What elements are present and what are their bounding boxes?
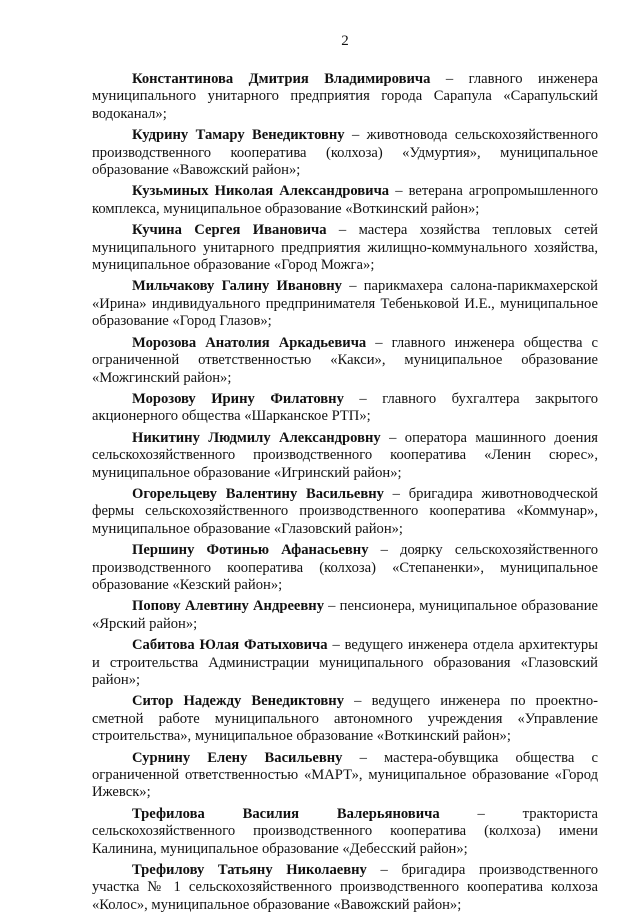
person-name: Сурнину Елену Васильевну <box>132 749 343 766</box>
person-description: – животновода сельскохозяйственного производственного кооператива (колхоза) «Удмуртия», муниципальное образование «Вавожский район»; <box>92 127 598 179</box>
award-entry <box>92 183 598 218</box>
person-description: – тракториста сельскохозяйственного производственного кооператива (колхоза) имени Калинина, муниципальное образование «Дебесский район»; <box>92 805 598 857</box>
award-entry <box>92 335 598 387</box>
award-entry <box>92 127 598 179</box>
person-name: Морозова Анатолия Аркадьевича <box>132 334 367 351</box>
award-entry <box>92 391 598 426</box>
award-entry <box>92 806 598 858</box>
award-entry <box>92 862 598 914</box>
person-description: – пенсионера, муниципальное образование «Ярский район»; <box>92 598 598 632</box>
person-name: Трефилову Татьяну Николаевну <box>132 862 367 879</box>
person-name: Кудрину Тамару Венедиктовну <box>132 127 345 144</box>
person-name: Сабитова Юлая Фатыховича <box>132 637 328 654</box>
person-name: Константинова Дмитрия Владимировича <box>132 71 431 87</box>
person-name: Морозову Ирину Филатовну <box>132 390 344 407</box>
page-number: 2 <box>341 33 349 49</box>
person-name: Трефилова Василия Валерьяновича <box>132 805 440 822</box>
person-description: – доярку сельскохозяйственного производственного кооператива (колхоза) «Степаненки», муниципальное образование «Кезский район»; <box>92 542 598 593</box>
award-entry <box>92 598 598 633</box>
award-entry <box>92 637 598 689</box>
person-description: – ведущего инженера по проектно-сметной работе муниципального автономного учреждения «Управление строительства», муниципальное образование «Воткинский район»; <box>92 693 598 745</box>
person-description: – оператора машинного доения сельскохозяйственного производственного кооператива «Ленин сюрес», муниципальное образование «Игринский район»; <box>92 429 598 481</box>
person-name: Ситор Надежду Венедиктовну <box>132 693 345 710</box>
person-description: – парикмахера салона-парикмахерской «Ирина» индивидуального предпринимателя Тебеньковой И.Е., муниципальное образование «Город Глазов»; <box>92 278 598 330</box>
person-description: – мастера хозяйства тепловых сетей муниципального унитарного предприятия жилищно-коммунального хозяйства, муниципальное образование «Город Можга»; <box>92 222 598 274</box>
person-name: Мильчакову Галину Ивановну <box>132 278 342 295</box>
person-name: Кучина Сергея Ивановича <box>132 222 327 239</box>
award-entry <box>92 278 598 330</box>
person-name: Никитину Людмилу Александровну <box>132 429 381 446</box>
award-entry <box>92 430 598 482</box>
award-entry <box>92 222 598 274</box>
award-entry <box>92 486 598 538</box>
person-description: – бригадира животноводческой фермы сельскохозяйственного производственного кооператива «Коммунар», муниципальное образование «Глазовский район»; <box>92 485 598 537</box>
person-description: – мастера-обувщика общества с ограниченной ответственностью «МАРТ», муниципальное образование «Город Ижевск»; <box>92 749 598 801</box>
person-description: – главного инженера общества с ограниченной ответственностью «Какси», муниципальное образование «Можгинский район»; <box>92 334 598 386</box>
person-description: – ведущего инженера отдела архитектуры и строительства Администрации муниципального образования «Глазовский район»; <box>92 637 598 688</box>
award-entry <box>92 71 598 123</box>
person-name: Попову Алевтину Андреевну <box>132 598 324 615</box>
person-description: – бригадира производственного участка № 1 сельскохозяйственного производственного кооператива колхоза «Колос», муниципальное образование «Вавожский район»; <box>92 862 598 913</box>
award-entry <box>92 750 598 802</box>
person-description: – главного инженера муниципального унитарного предприятия города Сарапула «Сарапульский водоканал»; <box>92 71 598 122</box>
person-name: Кузьминых Николая Александровича <box>132 183 390 200</box>
person-description: – ветерана агропромышленного комплекса, муниципальное образование «Воткинский район»; <box>92 183 598 217</box>
person-name: Огорельцеву Валентину Васильевну <box>132 485 384 502</box>
person-name: Першину Фотинью Афанасьевну <box>132 542 369 559</box>
award-entry <box>92 693 598 745</box>
person-description: – главного бухгалтера закрытого акционерного общества «Шарканское РТП»; <box>92 390 598 425</box>
award-entry <box>92 542 598 594</box>
